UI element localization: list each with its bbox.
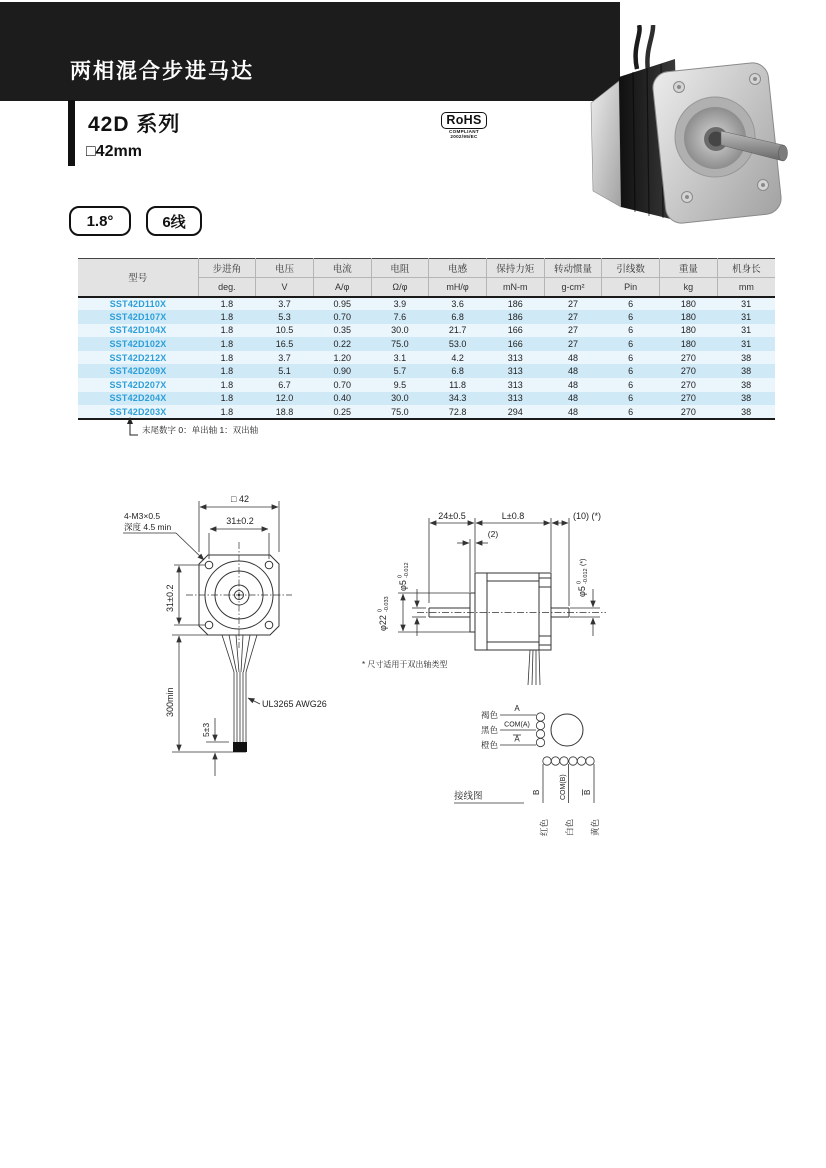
- model-cell: SST42D209X: [109, 366, 167, 377]
- double-shaft-note: * 尺寸适用于双出轴类型: [362, 660, 448, 669]
- lead-spec-label: UL3265 AWG26: [262, 699, 327, 709]
- value-cell: 1.8: [220, 339, 234, 350]
- value-cell: 6: [628, 406, 634, 417]
- value-cell: 0.70: [333, 379, 351, 390]
- phase-b-leads: [543, 764, 594, 803]
- series-accent-bar: [68, 100, 75, 166]
- col-unit: mm: [717, 278, 775, 297]
- value-cell: 27: [567, 311, 578, 322]
- col-header: 电压: [256, 259, 314, 278]
- value-cell: 1.8: [220, 311, 234, 322]
- value-cell: 75.0: [391, 406, 409, 417]
- col-header: 步进角: [198, 259, 256, 278]
- terminal-com-b: COM(B): [560, 774, 567, 800]
- phase-b-color-yellow: 黄色: [590, 818, 600, 836]
- value-cell: 48: [567, 352, 578, 363]
- model-cell: SST42D212X: [109, 352, 167, 363]
- lead-stripped-tip: [233, 742, 247, 752]
- badge-wire-count: 6线: [146, 206, 202, 236]
- boss-tol-upper: 0: [377, 608, 384, 612]
- header-band: [0, 2, 620, 101]
- value-cell: 0.35: [333, 325, 351, 336]
- col-unit: deg.: [198, 278, 256, 297]
- value-cell: 48: [567, 366, 578, 377]
- value-cell: 6: [628, 325, 634, 336]
- col-unit: g-cm²: [544, 278, 602, 297]
- value-cell: 6: [628, 393, 634, 404]
- model-column-header: 型号: [78, 259, 198, 297]
- value-cell: 12.0: [275, 393, 294, 404]
- value-cell: 294: [507, 406, 523, 417]
- value-cell: 75.0: [391, 339, 409, 350]
- value-cell: 270: [680, 366, 696, 377]
- motor-photo: [575, 25, 826, 240]
- value-cell: 1.8: [220, 406, 234, 417]
- value-cell: 16.5: [275, 339, 294, 350]
- value-cell: 1.8: [220, 352, 234, 363]
- value-cell: 10.5: [275, 325, 294, 336]
- table-row: [78, 392, 775, 406]
- terminal-b-bar: B: [583, 789, 592, 795]
- value-cell: 270: [680, 406, 696, 417]
- value-cell: 3.7: [278, 352, 291, 363]
- table-row: [78, 297, 775, 311]
- value-cell: 6.8: [451, 311, 464, 322]
- col-unit: mH/φ: [429, 278, 487, 297]
- shaft-tol-upper: 0: [397, 574, 404, 578]
- value-cell: 27: [567, 298, 578, 309]
- phase-a-coil: [536, 713, 544, 747]
- value-cell: 30.0: [391, 393, 409, 404]
- model-cell: SST42D104X: [109, 325, 167, 336]
- value-cell: 180: [680, 325, 696, 336]
- value-cell: 270: [680, 393, 696, 404]
- phase-b-color-white: 白色: [564, 818, 575, 836]
- value-cell: 166: [507, 325, 523, 336]
- dim-lead-length-label: 300min: [165, 687, 175, 717]
- value-cell: 38: [741, 379, 752, 390]
- value-cell: 21.7: [448, 325, 467, 336]
- col-header: 电流: [313, 259, 371, 278]
- value-cell: 0.40: [333, 393, 351, 404]
- rear-tol-lower: -0.012: [583, 568, 589, 584]
- phase-a-color-orange: 橙色: [480, 740, 498, 750]
- value-cell: 0.25: [333, 406, 351, 417]
- phase-a-color-black: 黑色: [480, 725, 498, 735]
- value-cell: 18.8: [275, 406, 294, 417]
- boss-tol-lower: -0.033: [384, 596, 390, 612]
- value-cell: 3.9: [393, 298, 407, 309]
- frame-size-label: □42mm: [86, 143, 142, 160]
- shaft-dia-label: φ5: [398, 580, 408, 591]
- col-unit: Ω/φ: [371, 278, 429, 297]
- model-cell: SST42D204X: [109, 393, 167, 404]
- tap-leader: [123, 533, 204, 560]
- value-cell: 1.8: [220, 393, 234, 404]
- page-title: 两相混合步进马达: [70, 60, 254, 83]
- value-cell: 31: [741, 325, 752, 336]
- shaft-tol-lower: -0.012: [404, 562, 410, 578]
- value-cell: 186: [507, 311, 523, 322]
- value-cell: 6: [628, 379, 634, 390]
- value-cell: 27: [567, 339, 578, 350]
- value-cell: 34.3: [448, 393, 467, 404]
- motor-rear-cap: [591, 81, 621, 207]
- value-cell: 27: [567, 325, 578, 336]
- model-cell: SST42D110X: [109, 298, 167, 309]
- value-cell: 1.8: [220, 298, 234, 309]
- value-cell: 48: [567, 406, 578, 417]
- motor-side-body: [470, 573, 551, 650]
- value-cell: 1.8: [220, 366, 234, 377]
- value-cell: 6.7: [278, 379, 291, 390]
- terminal-b: B: [532, 789, 541, 795]
- dim-body-length-label: L±0.8: [501, 511, 525, 521]
- value-cell: 1.20: [333, 352, 351, 363]
- value-cell: 6.8: [451, 366, 464, 377]
- spec-col-names: [78, 259, 775, 278]
- dim-hole-pitch-v-label: 31±0.2: [165, 584, 175, 612]
- col-header: 保持力矩: [486, 259, 544, 278]
- col-unit: A/φ: [313, 278, 371, 297]
- value-cell: 11.8: [449, 379, 467, 390]
- terminal-a-bar: A: [514, 734, 520, 744]
- value-cell: 313: [507, 393, 523, 404]
- model-cell: SST42D203X: [109, 406, 167, 417]
- terminal-a: A: [514, 704, 520, 713]
- wiring-diagram: [450, 700, 670, 840]
- col-unit: V: [256, 278, 314, 297]
- value-cell: 180: [680, 339, 696, 350]
- phase-a-color-brown: 褐色: [480, 710, 498, 720]
- lead-spec-leader: [248, 698, 260, 704]
- value-cell: 7.6: [393, 311, 407, 322]
- col-header: 电阻: [371, 259, 429, 278]
- phase-b-color-red: 红色: [539, 818, 549, 836]
- value-cell: 1.8: [220, 379, 234, 390]
- value-cell: 180: [680, 311, 696, 322]
- series-title: 42D 系列: [88, 113, 181, 136]
- col-header: 机身长: [717, 259, 775, 278]
- value-cell: 38: [741, 393, 752, 404]
- table-row: [78, 310, 775, 324]
- footnote-arrow: [127, 417, 138, 435]
- dim-strip-length-label: 5±3: [201, 722, 211, 737]
- rohs-name: RoHS: [441, 112, 486, 129]
- value-cell: 72.8: [448, 406, 467, 417]
- value-cell: 48: [567, 393, 578, 404]
- table-row: [78, 337, 775, 351]
- wiring-title: 接线图: [454, 791, 483, 802]
- value-cell: 0.90: [333, 366, 351, 377]
- rohs-badge: [434, 111, 494, 140]
- lead-wires: [222, 635, 257, 752]
- model-cell: SST42D102X: [109, 339, 167, 350]
- value-cell: 38: [741, 366, 752, 377]
- col-header: 重量: [660, 259, 718, 278]
- value-cell: 31: [741, 339, 752, 350]
- tap-spec-line2: 深度 4.5 min: [124, 522, 172, 532]
- spec-table-head: [78, 259, 775, 297]
- value-cell: 3.7: [278, 298, 291, 309]
- front-view-drawing: [110, 485, 360, 790]
- value-cell: 38: [741, 406, 752, 417]
- value-cell: 6: [628, 298, 634, 309]
- value-cell: 5.3: [278, 311, 291, 322]
- phase-b-coil: [543, 757, 594, 765]
- rohs-directive: 2002/95/EC: [450, 134, 478, 140]
- dim-shaft-front-label: 24±0.5: [438, 511, 466, 521]
- value-cell: 313: [507, 352, 523, 363]
- value-cell: 313: [507, 379, 523, 390]
- value-cell: 31: [741, 311, 752, 322]
- value-cell: 3.6: [451, 298, 464, 309]
- rotor-circle: [551, 714, 583, 746]
- value-cell: 166: [507, 339, 523, 350]
- value-cell: 4.2: [451, 352, 464, 363]
- value-cell: 30.0: [391, 325, 409, 336]
- value-cell: 6: [628, 366, 634, 377]
- motor-lead-wires: [636, 25, 654, 71]
- spec-table-body: [78, 297, 775, 419]
- value-cell: 0.95: [333, 298, 351, 309]
- boss-dia-label: φ22: [378, 615, 388, 631]
- table-footnote: [123, 416, 423, 440]
- dim-square-label: □ 42: [231, 494, 249, 504]
- model-cell: SST42D207X: [109, 379, 167, 390]
- value-cell: 53.0: [448, 339, 467, 350]
- value-cell: 313: [507, 366, 523, 377]
- value-cell: 48: [567, 379, 578, 390]
- rohs-compliant: COMPLIANT: [448, 129, 479, 134]
- tap-spec-line1: 4-M3×0.5: [124, 511, 161, 521]
- side-lead-wires: [528, 650, 540, 685]
- table-row: [78, 324, 775, 338]
- value-cell: 270: [680, 379, 696, 390]
- value-cell: 6: [628, 339, 634, 350]
- dim-hole-pitch-h-label: 31±0.2: [226, 516, 254, 526]
- table-row: [78, 351, 775, 365]
- col-unit: mN-m: [486, 278, 544, 297]
- rear-tol-upper: 0: [576, 580, 583, 584]
- badge-step-angle: 1.8°: [69, 206, 131, 236]
- col-header: 引线数: [602, 259, 660, 278]
- value-cell: 270: [680, 352, 696, 363]
- footnote-text: 末尾数字 0：单出轴 1：双出轴: [142, 425, 259, 435]
- value-cell: 6: [628, 311, 634, 322]
- col-unit: Pin: [602, 278, 660, 297]
- value-cell: 0.70: [333, 311, 351, 322]
- value-cell: 186: [507, 298, 523, 309]
- spec-table: [78, 258, 775, 420]
- dim-boss-depth-label: (2): [487, 529, 499, 539]
- col-header: 电感: [429, 259, 487, 278]
- side-view-drawing: [360, 495, 660, 715]
- value-cell: 5.1: [278, 366, 291, 377]
- value-cell: 9.5: [393, 379, 407, 390]
- model-cell: SST42D107X: [109, 311, 167, 322]
- value-cell: 31: [741, 298, 752, 309]
- dim-shaft-rear-label: (10) (*): [572, 511, 602, 521]
- rear-shaft-dia-label: φ5: [577, 586, 587, 597]
- col-unit: kg: [660, 278, 718, 297]
- rear-note-mark: (*): [580, 558, 587, 566]
- value-cell: 180: [680, 298, 696, 309]
- dim-boss-depth-lines: [457, 539, 488, 592]
- table-row: [78, 364, 775, 378]
- terminal-com-a: COM(A): [504, 721, 530, 729]
- value-cell: 1.8: [220, 325, 234, 336]
- value-cell: 6: [628, 352, 634, 363]
- value-cell: 3.1: [393, 352, 407, 363]
- table-row: [78, 378, 775, 392]
- col-header: 转动惯量: [544, 259, 602, 278]
- value-cell: 5.7: [393, 366, 407, 377]
- value-cell: 0.22: [333, 339, 351, 350]
- value-cell: 38: [741, 352, 752, 363]
